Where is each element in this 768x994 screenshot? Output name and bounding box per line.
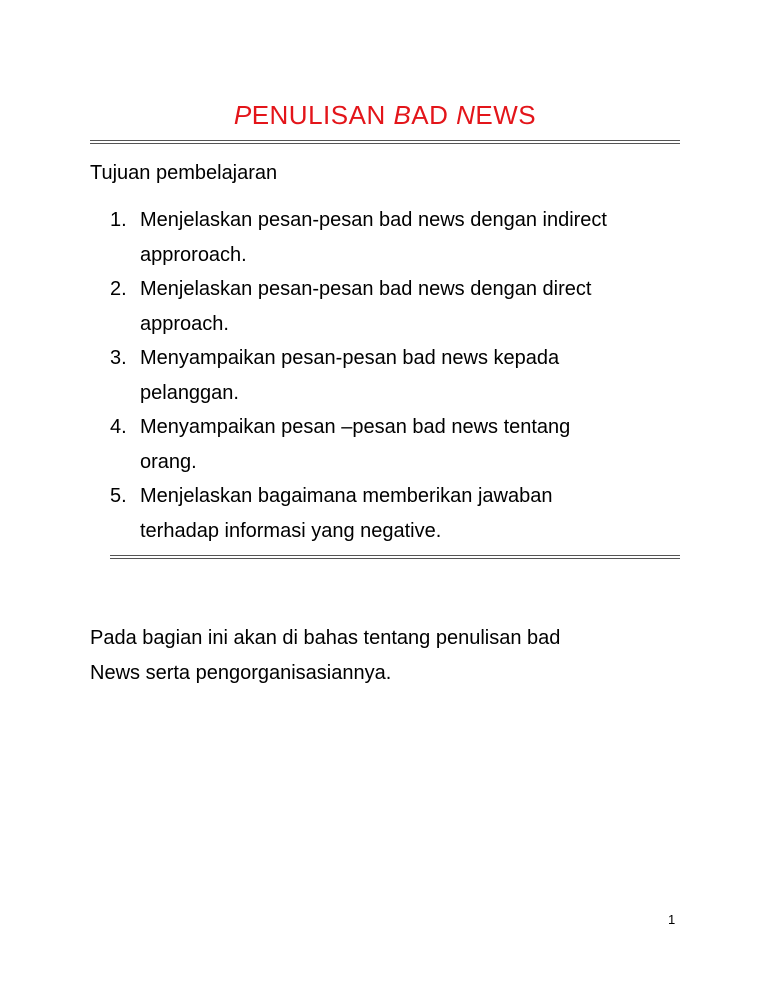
list-item-text-continued: terhadap informasi yang negative. (140, 519, 442, 542)
list-item-text-continued: pelanggan. (140, 381, 239, 404)
learning-objectives-list (110, 203, 680, 548)
list-item (110, 479, 680, 548)
list-item-text-continued: approach. (140, 312, 229, 335)
title-initial-p: P (233, 100, 252, 130)
body-paragraph (90, 621, 680, 690)
body-paragraph-line: News serta pengorganisasiannya. (90, 661, 392, 684)
title-initial-n: N (456, 100, 476, 130)
title-divider (90, 140, 680, 144)
list-item-number: 1. (110, 209, 127, 231)
title-word-news: EWS (475, 100, 537, 130)
title-word-bad: AD (411, 100, 457, 130)
title-word-penulisan: ENULISAN (251, 100, 394, 130)
list-item-text: Menjelaskan pesan-pesan bad news dengan direct (140, 278, 592, 300)
page-title (90, 98, 680, 132)
list-item (110, 341, 680, 410)
list-item-number: 5. (110, 485, 127, 507)
list-item (110, 272, 680, 341)
list-divider (110, 555, 680, 559)
list-item-number: 2. (110, 278, 127, 300)
list-item (110, 410, 680, 479)
body-paragraph-line: Pada bagian ini akan di bahas tentang penulisan bad (90, 627, 561, 649)
list-item (110, 203, 680, 272)
page-number: 1 (668, 912, 676, 927)
list-item-text-continued: approroach. (140, 243, 247, 266)
list-item-text: Menyampaikan pesan-pesan bad news kepada (140, 347, 560, 369)
list-item-text: Menjelaskan pesan-pesan bad news dengan indirect (140, 209, 607, 231)
list-item-text: Menyampaikan pesan –pesan bad news tentang (140, 416, 571, 438)
list-item-text: Menjelaskan bagaimana memberikan jawaban (140, 485, 553, 507)
list-item-number: 3. (110, 347, 127, 369)
list-item-text-continued: orang. (140, 450, 197, 473)
title-initial-b: B (393, 100, 412, 130)
list-item-number: 4. (110, 416, 127, 438)
section-heading: Tujuan pembelajaran (90, 162, 278, 184)
